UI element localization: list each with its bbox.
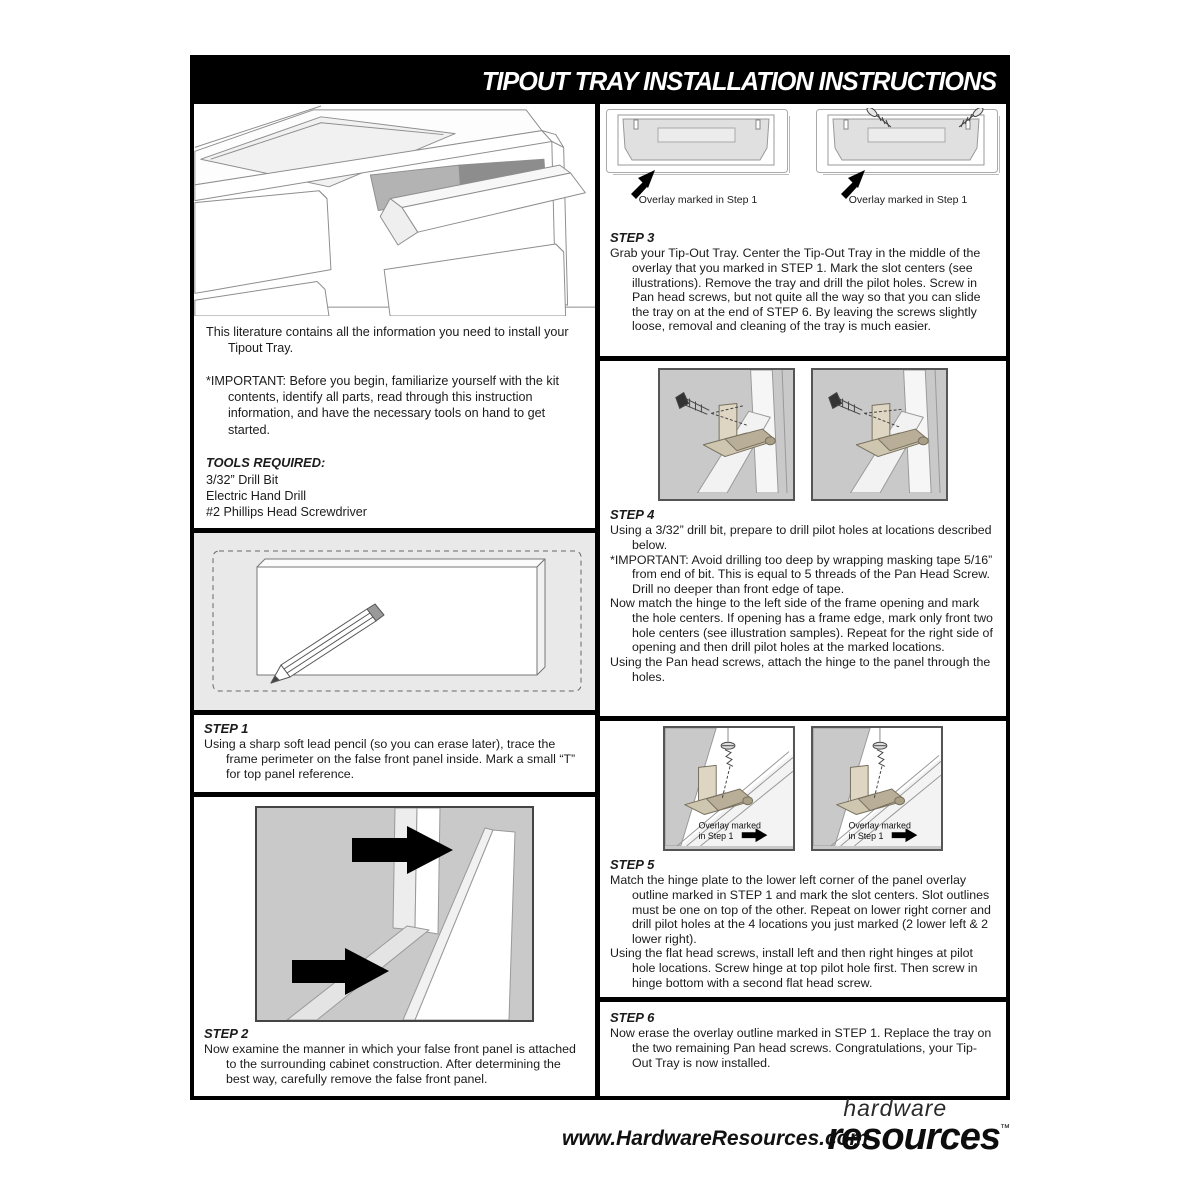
step3-text: Grab your Tip-Out Tray. Center the Tip-Out Tray in the middle of the overlay that you marked in STEP 1. Mark the slot centers (see illustrations). Remove the tray and drill the pilot holes. Screw in Pan head screws, but not quite all the way so that you can slide the tray on at the end of STEP 6. By leaving the screws slightly loose, removal and cleaning of the tray is much easier.: [610, 246, 981, 334]
intro-paragraph-1: This literature contains all the information you need to install your Tipout Tray.: [206, 325, 569, 356]
tray-overlay-screws-drawing: [815, 108, 1001, 200]
hinge-corner-drawing: [813, 728, 941, 846]
step4-label: STEP 4: [610, 507, 655, 522]
hardware-resources-logo: [827, 1095, 1010, 1158]
panel-removal-drawing: [257, 808, 532, 1020]
website-url: www.HardwareResources.com: [562, 1127, 869, 1150]
step6-section: [600, 1002, 1006, 1096]
logo-word-resources: resources™: [827, 1116, 1010, 1158]
hinge-pilot-drawing: [813, 370, 946, 493]
overlay-caption-inline: Overlay marked: [698, 820, 761, 831]
step5-illustrations: [600, 721, 1006, 851]
left-column: [194, 104, 600, 1096]
step2-label: STEP 2: [204, 1026, 249, 1041]
step4-text: Now match the hinge to the left side of the frame opening and mark the hole centers. If opening has a frame edge, mark only front two hole centers (see illustration samples). Repeat for the right side of opening and then drill pilot holes at the marked locations.: [610, 596, 993, 655]
two-column-layout: [194, 104, 1006, 1096]
overlay-caption-inline: in Step 1: [698, 831, 734, 842]
overlay-caption: Overlay marked in Step 1: [638, 194, 758, 206]
intro-paragraph-2: *IMPORTANT: Before you begin, familiarize yourself with the kit contents, identify all parts, read through this instruction information, and have the necessary tools on hand to get started.: [206, 374, 559, 437]
step4-text: Using a 3/32” drill bit, prepare to drill pilot holes at locations described below.: [610, 523, 992, 552]
tool-item: Electric Hand Drill: [206, 489, 307, 504]
step6-label: STEP 6: [610, 1010, 655, 1025]
step4-illustration-right: [811, 368, 948, 501]
footer: [190, 1095, 1010, 1173]
trademark-symbol: ™: [1000, 1123, 1010, 1134]
step4-text: Using the Pan head screws, attach the hinge to the panel through the holes.: [610, 654, 991, 684]
step1-label: STEP 1: [204, 721, 249, 736]
title-bar: [194, 59, 1006, 104]
cabinet-illustration: [194, 104, 595, 316]
document-frame: [190, 55, 1010, 1100]
step3-illustration-right: [815, 108, 1001, 224]
tool-item: 3/32” Drill Bit: [206, 473, 279, 488]
step4-illustration-left: [658, 368, 795, 501]
overlay-caption-inline: Overlay marked: [848, 820, 911, 831]
intro-section: [194, 316, 595, 528]
step2-illustration: [255, 806, 534, 1022]
step1-illustration: [194, 533, 595, 710]
step4-section: [600, 501, 1006, 716]
step3-section: [600, 224, 1006, 356]
logo-word-hardware: hardware: [843, 1095, 948, 1121]
overlay-caption-inline: in Step 1: [848, 831, 884, 842]
tray-silhouette: [833, 119, 979, 160]
pencil-trace-drawing: [197, 541, 597, 702]
tools-required-heading: TOOLS REQUIRED:: [206, 454, 326, 470]
step5-illustration-right: [811, 726, 943, 851]
cabinet-drawing: [194, 104, 600, 316]
step2-textblock: [194, 1022, 595, 1086]
step5-text: Match the hinge plate to the lower left corner of the panel overlay outline marked in STEP 1 and mark the slot centers. Slot outlines must be one on top of the other. Repeat on lower right corner and drill pilot holes at the 4 locations you just marked (2 lower left & 2 lower right).: [610, 873, 991, 946]
step3-label: STEP 3: [610, 230, 655, 245]
step3-illustrations: [600, 104, 1006, 224]
right-column: [600, 104, 1006, 1096]
step4-text: *IMPORTANT: Avoid drilling too deep by wrapping masking tape 5/16” from end of bit. This is equal to 5 threads of the Pan Head Screw. Drill no deeper than front edge of tape.: [610, 552, 993, 596]
hinge-pilot-drawing: [660, 370, 793, 493]
step6-text: Now erase the overlay outline marked in STEP 1. Replace the tray on the two remaining Pan head screws. Congratulations, your Tip-Out Tray is now installed.: [610, 1026, 992, 1070]
hinge-corner-drawing: [665, 728, 793, 846]
tool-item: #2 Phillips Head Screwdriver: [206, 505, 367, 519]
step2-text: Now examine the manner in which your false front panel is attached to the surrounding cabinet construction. After determining the best way, carefully remove the false front panel.: [204, 1042, 576, 1086]
step5-label: STEP 5: [610, 857, 655, 872]
step4-illustrations: [600, 361, 1006, 501]
step1-text: Using a sharp soft lead pencil (so you can erase later), trace the frame perimeter on the false front panel inside. Mark a small “T” for top panel reference.: [204, 737, 576, 781]
step2-section: [194, 797, 595, 1096]
step1-section: [194, 715, 595, 792]
step5-illustration-left: [663, 726, 795, 851]
tray-overlay-drawing: [605, 108, 791, 200]
step5-text: Using the flat head screws, install left and then right hinges at pilot hole locations. Screw hinge at top pilot hole first. Then screw in hinge bottom with a second flat head screw.: [610, 946, 978, 990]
overlay-caption: Overlay marked in Step 1: [848, 194, 968, 206]
tray-silhouette: [623, 119, 769, 160]
step5-section: [600, 851, 1006, 997]
page-title: TIPOUT TRAY INSTALLATION INSTRUCTIONS: [481, 66, 996, 96]
step3-illustration-left: [605, 108, 791, 224]
